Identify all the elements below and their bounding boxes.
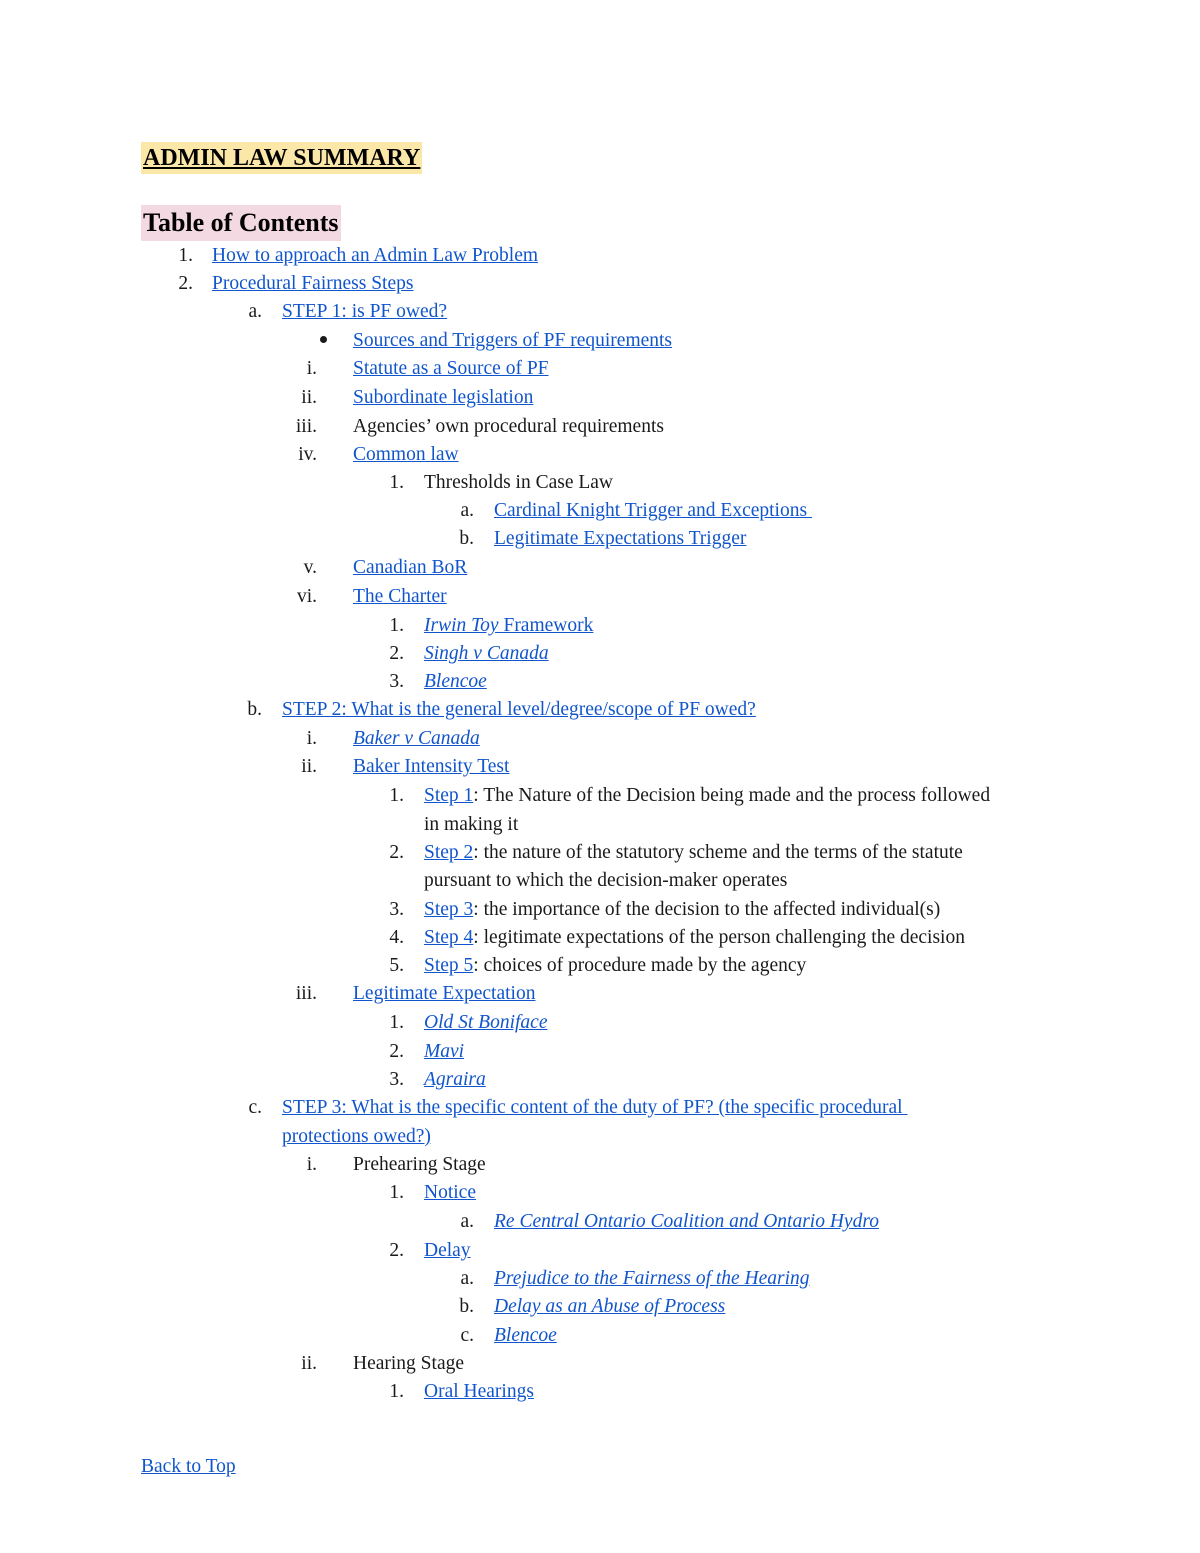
toc-link-baker[interactable]: Baker v Canada	[353, 728, 480, 749]
toc-text-step	[424, 952, 806, 980]
list-marker: 1.	[389, 1381, 404, 1402]
toc-link-cardinal[interactable]: Cardinal Knight Trigger and Exceptions	[494, 500, 812, 521]
list-marker: vi.	[296, 586, 317, 607]
list-marker: b.	[459, 1296, 474, 1317]
list-marker: ii.	[301, 756, 317, 777]
step-description: : The Nature of the Decision being made and the process followed	[473, 785, 991, 806]
list-marker: ii.	[301, 1353, 317, 1374]
list-marker: iv.	[298, 444, 317, 465]
toc-text-step	[424, 924, 965, 952]
toc-link-canadian-bor[interactable]: Canadian BoR	[353, 557, 468, 578]
toc-heading: Table of Contents	[141, 205, 341, 241]
step-description-cont: pursuant to which the decision-maker operates	[424, 870, 788, 891]
toc-text-hearing-stage: Hearing Stage	[353, 1353, 465, 1374]
toc-link-old-st-boniface[interactable]: Old St Boniface	[424, 1012, 548, 1033]
toc-link-pf-steps[interactable]: Procedural Fairness Steps	[212, 273, 414, 294]
list-marker: 1.	[389, 785, 404, 806]
list-marker: b.	[247, 699, 262, 720]
toc-link-step3-cont[interactable]: protections owed?)	[282, 1126, 431, 1147]
list-marker: c.	[248, 1097, 262, 1118]
toc-link-statute[interactable]: Statute as a Source of PF	[353, 358, 549, 379]
toc-link-legit-expectation[interactable]: Legitimate Expectation	[353, 983, 536, 1004]
toc-link-approach[interactable]: How to approach an Admin Law Problem	[212, 245, 539, 266]
toc-link-step2[interactable]: STEP 2: What is the general level/degree/scope of PF owed?	[282, 699, 756, 720]
list-marker: 1.	[389, 1182, 404, 1203]
toc-link-common-law[interactable]: Common law	[353, 444, 459, 465]
list-marker: 3.	[389, 1069, 404, 1090]
toc-link-charter[interactable]: The Charter	[353, 586, 447, 607]
toc-link-blencoe-delay[interactable]: Blencoe	[494, 1325, 557, 1346]
toc-link-baker-test[interactable]: Baker Intensity Test	[353, 756, 510, 777]
list-marker: 1.	[389, 472, 404, 493]
list-marker: iii.	[295, 416, 317, 437]
toc-link-singh[interactable]: Singh v Canada	[424, 643, 549, 664]
step-description-cont: in making it	[424, 814, 519, 835]
list-marker: 1.	[389, 1012, 404, 1033]
toc-link-abuse-of-process[interactable]: Delay as an Abuse of Process	[494, 1296, 726, 1317]
list-marker: 2.	[389, 842, 404, 863]
list-marker: 2.	[389, 643, 404, 664]
step-description: : the nature of the statutory scheme and the terms of the statute	[473, 842, 963, 863]
toc-link-step3[interactable]: STEP 3: What is the specific content of the duty of PF? (the specific procedural	[282, 1097, 908, 1118]
toc-link-subordinate[interactable]: Subordinate legislation	[353, 387, 534, 408]
toc-link-baker-step4[interactable]: Step 4	[424, 927, 474, 948]
toc-link-mavi[interactable]: Mavi	[424, 1041, 465, 1062]
toc-link-notice[interactable]: Notice	[424, 1182, 476, 1203]
list-marker: 2.	[389, 1041, 404, 1062]
list-marker: i.	[306, 1154, 317, 1175]
toc-text-step	[424, 839, 963, 867]
toc-link-central-ontario[interactable]: Re Central Ontario Coalition and Ontario Hydro	[494, 1211, 879, 1232]
toc-link-baker-step5[interactable]: Step 5	[424, 955, 474, 976]
list-marker: 5.	[389, 955, 404, 976]
list-marker: a.	[460, 1268, 474, 1289]
toc-text-agencies: Agencies’ own procedural requirements	[353, 416, 664, 437]
list-marker: 3.	[389, 671, 404, 692]
list-marker: iii.	[295, 983, 317, 1004]
step-description: : legitimate expectations of the person challenging the decision	[473, 927, 965, 948]
list-marker: 2.	[178, 273, 193, 294]
list-marker: b.	[459, 528, 474, 549]
document-title: ADMIN LAW SUMMARY	[141, 142, 422, 174]
toc-link-baker-step1[interactable]: Step 1	[424, 785, 474, 806]
link-suffix: Framework	[498, 615, 594, 636]
toc-link-delay[interactable]: Delay	[424, 1240, 471, 1261]
toc-link-baker-step2[interactable]: Step 2	[424, 842, 474, 863]
toc-text-prehearing: Prehearing Stage	[353, 1154, 486, 1175]
step-description: : the importance of the decision to the affected individual(s)	[473, 899, 941, 920]
list-marker: v.	[303, 557, 317, 578]
list-marker: c.	[460, 1325, 474, 1346]
list-marker: 1.	[178, 245, 193, 266]
toc-link-sources[interactable]: Sources and Triggers of PF requirements	[353, 330, 673, 351]
list-marker: a.	[460, 500, 474, 521]
toc-link-blencoe[interactable]: Blencoe	[424, 671, 487, 692]
list-marker: i.	[306, 728, 317, 749]
case-name: Irwin Toy	[424, 615, 499, 636]
list-marker: 3.	[389, 899, 404, 920]
step-description: : choices of procedure made by the agency	[473, 955, 807, 976]
toc-text-thresholds: Thresholds in Case Law	[424, 472, 614, 493]
toc-text-step	[424, 896, 940, 924]
toc-link-agraira[interactable]: Agraira	[424, 1069, 486, 1090]
toc-link-step1[interactable]: STEP 1: is PF owed?	[282, 301, 448, 322]
list-marker: 1.	[389, 615, 404, 636]
list-marker: i.	[306, 358, 317, 379]
toc-link-legit-exp-trigger[interactable]: Legitimate Expectations Trigger	[494, 528, 747, 549]
toc-text-step	[424, 782, 990, 810]
toc-link-irwin-toy[interactable]	[424, 612, 593, 640]
toc-link-oral-hearings[interactable]: Oral Hearings	[424, 1381, 534, 1402]
list-marker: 4.	[389, 927, 404, 948]
bullet-icon	[320, 336, 327, 343]
list-marker: a.	[460, 1211, 474, 1232]
list-marker: 2.	[389, 1240, 404, 1261]
toc-link-prejudice[interactable]: Prejudice to the Fairness of the Hearing	[494, 1268, 810, 1289]
toc-link-baker-step3[interactable]: Step 3	[424, 899, 474, 920]
list-marker: a.	[248, 301, 262, 322]
back-to-top-link[interactable]: Back to Top	[141, 1456, 236, 1477]
list-marker: ii.	[301, 387, 317, 408]
bullet-marker	[277, 327, 327, 355]
